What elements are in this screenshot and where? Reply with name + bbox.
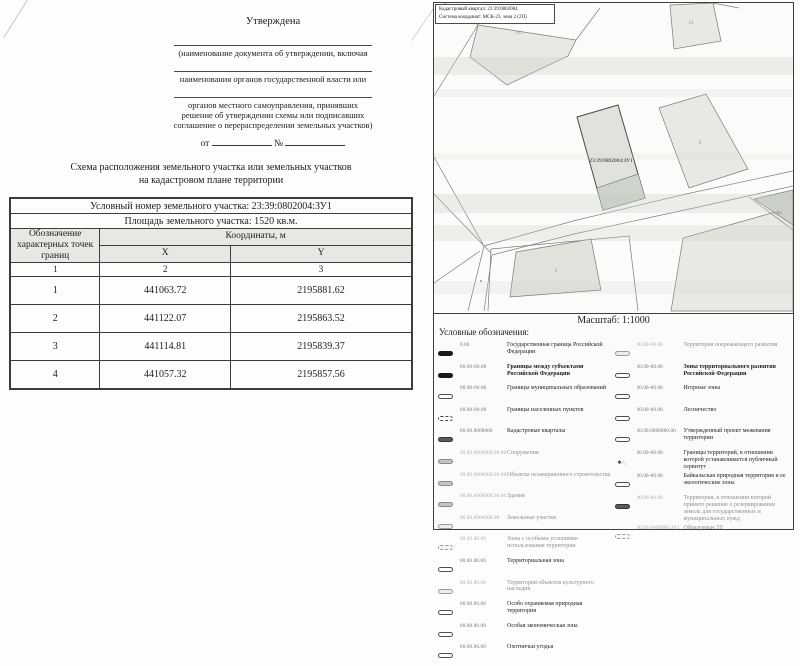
legend-item: [438, 428, 615, 447]
approved-label: Утверждена: [245, 16, 301, 27]
legend-symbol-icon: [438, 567, 453, 572]
approval-caption-line: соглашение о перераспределении земельных участков): [173, 120, 373, 131]
legend-symbol-icon: [438, 653, 453, 658]
survey-mark: [480, 280, 482, 282]
parcel-8-label: 8: [698, 141, 702, 146]
legend-symbol-icon: [615, 534, 630, 539]
legend-symbol-cell: [615, 450, 637, 469]
legend-code: 00.00.0000000.00.00: [460, 494, 507, 500]
legend-symbol-icon: [438, 545, 453, 550]
parcel-3-label: 3: [554, 269, 558, 274]
map-info-box: [435, 4, 555, 24]
coordinate-system: Система координат: МСК-23, зона 2 (2П): [439, 15, 527, 20]
legend-item: [438, 601, 615, 620]
legend-item: [438, 450, 615, 469]
coord-y: 2195863.52: [231, 304, 412, 332]
legend-symbol-icon: [438, 481, 453, 486]
index-cell: 3: [231, 262, 412, 276]
legend-label: Особая экономическая зона: [507, 622, 578, 629]
legend-label: Байкальская природная территория и ее экологические зоны: [683, 473, 786, 487]
legend-code: 00.00.0000000.00.00: [460, 472, 507, 478]
table-row: [10, 276, 412, 304]
legend-symbol-cell: [438, 428, 460, 447]
legend-symbol-icon: [438, 610, 453, 615]
legend-symbol-icon: [438, 459, 453, 464]
legend-symbol-cell: [438, 558, 460, 577]
legend-symbol-cell: [438, 342, 460, 361]
legend-symbol-cell: [438, 450, 460, 469]
legend-item: [438, 364, 615, 383]
legend-item: [615, 364, 792, 383]
legend-item: [438, 536, 615, 555]
parcel-6-label: (6): [516, 31, 522, 36]
legend-code: 00.00-00.00: [460, 386, 487, 392]
legend-symbol-cell: [438, 601, 460, 620]
legend-item: [615, 495, 792, 523]
legend-label: Территория опережающего развития: [683, 342, 778, 348]
legend-label: Здания: [507, 493, 525, 500]
coord-y: 2195881.62: [231, 276, 412, 304]
legend-item: [438, 342, 615, 361]
legend-symbol-cell: [438, 407, 460, 426]
legend-symbol-cell: [615, 428, 637, 447]
parcel-8: [659, 94, 748, 188]
legend-symbol-cell: [615, 407, 637, 426]
page-title-line1: Схема расположения земельного участка или земельных участков: [70, 162, 352, 173]
legend-item: [615, 428, 792, 447]
point-number: 1: [10, 276, 100, 304]
legend-item: [438, 407, 615, 426]
coordinates-table: [9, 197, 413, 390]
legend-symbol-cell: [438, 515, 460, 534]
parcel-36-label: (36): [774, 210, 782, 215]
legend-label: Охотничьи угодья: [507, 644, 554, 651]
area-row: Площадь земельного участка: 1520 кв.м.: [10, 214, 412, 229]
parcel-6: [470, 25, 576, 85]
page-title-line2: на кадастровом плане территории: [138, 174, 284, 186]
legend-item: [438, 580, 615, 599]
legend-symbol-cell: [615, 473, 637, 492]
legend-label: Игорные зоны: [683, 385, 721, 392]
legend-column-right: [615, 342, 792, 666]
legend-symbol-cell: [438, 385, 460, 404]
legend-code: 00.00.00.00: [460, 602, 486, 608]
legend-code: 00.00.0000000: [460, 429, 493, 435]
legend-code: 00.00.00.00: [460, 645, 486, 651]
legend-label: Зоны с особыми условиями использования территории: [507, 536, 578, 550]
legend-item: [438, 472, 615, 491]
legend-label: Границы между субъектами Российской Федерации: [507, 363, 584, 377]
legend-code: 00.00.00.00: [460, 580, 486, 586]
legend-label: Земельные участки: [507, 514, 557, 521]
legend-item: [438, 623, 615, 642]
legend-item: [615, 342, 792, 361]
signature-line: [174, 71, 372, 72]
legend: [438, 342, 791, 666]
legend-symbol-icon: [615, 351, 630, 356]
legend-title: Условные обозначения:: [439, 327, 530, 337]
legend-symbol-cell: [438, 493, 460, 512]
legend-symbol-cell: [615, 364, 637, 383]
table-row: [10, 332, 412, 360]
legend-item: [615, 407, 792, 426]
legend-label: Территориальная зона: [507, 557, 564, 564]
legend-item: [438, 644, 615, 663]
legend-code: 00.00-00.00: [636, 496, 663, 502]
approval-caption-line: органов местного самоуправления, принявших: [187, 100, 359, 110]
legend-symbol-cell: [438, 472, 460, 491]
legend-code: 0.00: [460, 343, 470, 348]
coord-x: 441114.81: [100, 332, 231, 360]
legend-symbol-icon: [438, 589, 453, 594]
parcel-36-outer: [671, 207, 793, 311]
legend-symbol-cell: [615, 342, 637, 361]
coord-x: 441063.72: [100, 276, 231, 304]
legend-code: 00.00-00.00: [460, 364, 487, 370]
legend-item: [438, 493, 615, 512]
cadastral-map: [434, 3, 793, 314]
map-drawing: [434, 3, 793, 313]
legend-symbol-cell: [615, 495, 637, 514]
approval-caption-line: решение об утверждении схемы или подписавших: [181, 110, 365, 121]
point-number: 2: [10, 304, 100, 332]
coord-y: 2195857.56: [231, 360, 412, 389]
legend-label: Границы территорий, в отношении которой устанавливается публичный сервитут: [683, 449, 778, 470]
legend-code: 00.00-00.00: [636, 386, 663, 392]
legend-label: Кадастровые кварталы: [507, 428, 566, 435]
legend-label: Объекты незавершенного строительства: [507, 471, 611, 478]
from-label: от: [200, 139, 210, 149]
legend-label: Государственная граница Российской Федерации: [507, 342, 603, 355]
approval-caption: наименования органов государственной власти или: [179, 74, 367, 84]
scan-artifact: [3, 0, 30, 38]
parcel-11-label: 11: [688, 21, 694, 26]
legend-column-left: [438, 342, 615, 666]
coord-x: 441122.07: [100, 304, 231, 332]
table-row: [10, 304, 412, 332]
index-cell: 2: [100, 262, 231, 276]
legend-item: [615, 525, 792, 544]
legend-symbol-icon: [615, 504, 630, 509]
legend-symbol-icon: ✱⁄,: [617, 460, 627, 466]
legend-label: Образуемые ЗУ: [683, 525, 724, 532]
number-label: №: [274, 139, 284, 149]
legend-symbol-icon: [438, 416, 453, 421]
legend-symbol-cell: [438, 623, 460, 642]
approval-caption: [172, 100, 374, 131]
legend-code: 00.00.0000000.00: [636, 429, 676, 435]
date-number-line: [172, 137, 374, 149]
cadastral-plan-page: [433, 2, 794, 651]
legend-label: Сооружения: [507, 449, 539, 456]
map-scale: Масштаб: 1:1000: [577, 315, 650, 326]
legend-code: 00.00.00.00: [460, 623, 486, 629]
date-blank: [212, 137, 272, 146]
legend-symbol-icon: [438, 502, 453, 507]
legend-symbol-icon: [615, 482, 630, 487]
legend-code: 00.00-00.00: [636, 407, 663, 413]
signature-line: [174, 45, 372, 46]
legend-code: 00.00.00.00: [460, 558, 486, 564]
legend-label: Лесничество: [683, 406, 717, 413]
number-blank: [285, 137, 345, 146]
legend-symbol-cell: [438, 644, 460, 663]
legend-symbol-cell: [615, 525, 637, 544]
legend-item: [615, 473, 792, 492]
legend-code: 00.00-00.00: [636, 474, 663, 480]
legend-symbol-icon: [438, 632, 453, 637]
col-header-coords: Координаты, м: [100, 229, 412, 246]
legend-symbol-icon: [615, 437, 630, 442]
legend-label: Особо охраняемая природная территория: [507, 601, 583, 615]
legend-label: Территория, в отношении которой принято решение о резервировании земель для государственных и муниципальных нужд: [683, 495, 775, 522]
parcel-11: [670, 3, 721, 49]
legend-code: 00.00-00.00: [636, 343, 663, 348]
legend-symbol-cell: [438, 536, 460, 555]
legend-code: 00.00.0000000.00.00: [460, 450, 507, 456]
col-header-y: Y: [231, 245, 412, 262]
point-number: 3: [10, 332, 100, 360]
cadastral-quarter: Кадастровый квартал: 23:39:0802004: [439, 7, 518, 12]
col-header-x: X: [100, 245, 231, 262]
legend-label: Утвержденный проект межевания территории: [683, 428, 771, 442]
table-row: [10, 360, 412, 389]
signature-line: [174, 97, 372, 98]
legend-item: [615, 385, 792, 404]
legend-code: 00.00-00.00: [636, 364, 663, 370]
legend-label: Границы муниципальных образований: [507, 385, 607, 392]
legend-label: Территория объектов культурного наследия: [507, 579, 594, 593]
legend-code: 00.00.0000000.00: [460, 515, 500, 521]
document-page: [0, 0, 430, 543]
legend-symbol-icon: [615, 416, 630, 421]
cadastral-number-row: Условный номер земельного участка: 23:39:0802004:ЗУ1: [10, 198, 412, 214]
coord-y: 2195839.37: [231, 332, 412, 360]
legend-item: [615, 450, 792, 471]
legend-symbol-icon: [615, 394, 630, 399]
legend-symbol-icon: [615, 373, 630, 378]
legend-code: 00.00-00.00: [636, 450, 663, 456]
legend-symbol-cell: [615, 385, 637, 404]
legend-item: [438, 515, 615, 534]
col-header-points: Обозначение характерных точек границ: [10, 229, 100, 263]
index-cell: 1: [10, 262, 100, 276]
legend-code: 00.00.0000000.ЗУ1: [636, 526, 680, 532]
legend-symbol-icon: [438, 437, 453, 442]
page-title: [0, 162, 422, 187]
legend-item: [438, 558, 615, 577]
legend-symbol-icon: [438, 394, 453, 399]
legend-label: Границы населенных пунктов: [507, 406, 584, 413]
approval-caption: (наименование документа об утверждении, включая: [178, 48, 368, 58]
legend-code: 00.00.00.00: [460, 537, 486, 543]
legend-symbol-cell: [438, 580, 460, 599]
coord-x: 441057.32: [100, 360, 231, 389]
legend-symbol-icon: [438, 373, 453, 378]
legend-symbol-cell: [438, 364, 460, 383]
subject-parcel-label: 23:39:0802004:ЗУ1: [589, 158, 633, 164]
legend-symbol-icon: [438, 524, 453, 529]
legend-item: [438, 385, 615, 404]
legend-code: 00.00-00.00: [460, 407, 487, 413]
legend-symbol-icon: [438, 351, 453, 356]
legend-label: Зоны территориального развития Российской Федерации: [683, 363, 776, 377]
point-number: 4: [10, 360, 100, 389]
